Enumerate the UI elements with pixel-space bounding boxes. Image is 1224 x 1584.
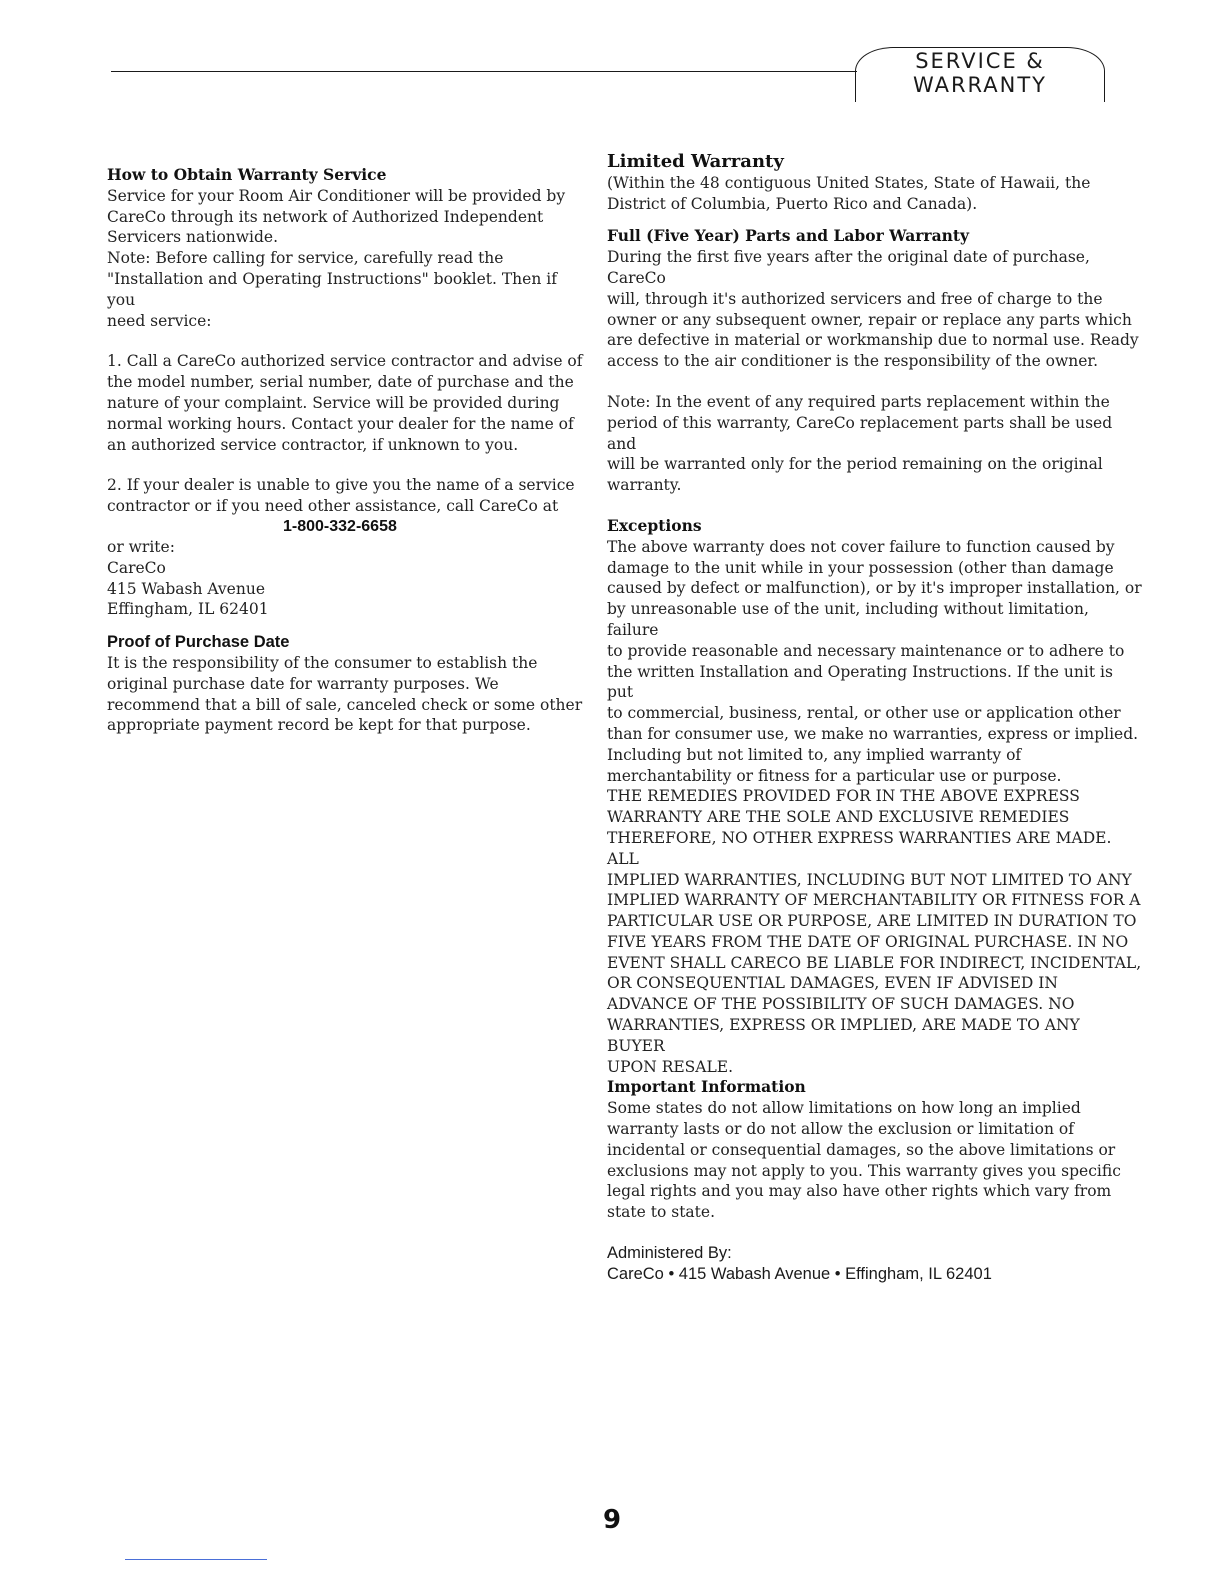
administered-by-label: Administered By: [607,1244,732,1263]
obtain-service-body: Service for your Room Air Conditioner will be provided by CareCo through its network of Authorized Independent Servicers nationwide. Note: Before calling for service, carefully read the "Installation and Operating Instructions" booklet. Then if you need service: [107,186,566,330]
important-information-body: Some states do not allow limitations on how long an implied warranty lasts or do not allow the exclusion or limitation of incidental or consequential damages, so the above limitations or exclusions may not apply to you. This warranty gives you specific legal rights and you may also have other rights which vary from state to state. [607,1099,1121,1222]
replacement-parts-note: Note: In the event of any required parts replacement within the period of this warranty, CareCo replacement parts shall be used and will be warranted only for the period remaining on the original warranty. [607,392,1113,495]
full-warranty-body: During the first five years after the original date of purchase, CareCo will, through it's authorized servicers and free of charge to the owner or any subsequent owner, repair or replace any parts which are defective in material or workmanship due to normal use. Ready access to the air conditioner is the responsibility of the owner. [607,248,1139,371]
left-column [107,165,585,736]
limited-warranty-body: (Within the 48 contiguous United States, State of Hawaii, the District of Columbia, Puerto Rico and Canada). [607,173,1091,213]
header-rule [111,71,857,72]
page-number: 9 [602,1505,622,1535]
section-tab-title-line2: WARRANTY [912,73,1048,97]
limited-warranty-heading: Limited Warranty [607,151,784,172]
mailing-address: or write: CareCo 415 Wabash Avenue Effingham, IL 62401 [107,537,269,619]
full-warranty-heading: Full (Five Year) Parts and Labor Warranty [607,226,970,246]
proof-of-purchase-heading: Proof of Purchase Date [107,633,290,652]
service-step-2: 2. If your dealer is unable to give you the name of a service contractor or if you need other assistance, call CareCo at [107,476,575,516]
obtain-service-heading: How to Obtain Warranty Service [107,165,387,184]
section-tab-title-line1: SERVICE & [915,49,1045,73]
important-information-heading: Important Information [607,1077,806,1097]
footer-link-underline [125,1559,267,1560]
exceptions-heading: Exceptions [607,515,702,535]
service-step-1: 1. Call a CareCo authorized service contractor and advise of the model number, serial number, date of purchase and the nature of your complaint. Service will be provided during normal working hours. Contact your dealer for the name of an authorized service contractor, if unknown to you. [107,352,583,454]
phone-number: 1-800-332-6658 [283,517,397,535]
right-column [607,152,1142,1285]
exceptions-body: The above warranty does not cover failure to function caused by damage to the unit while in your possession (other than damage caused by defect or malfunction), or by it's improper installation, or by unreasonable use of the unit, including without limitation, failure to provide reasonable and necessary maintenance or to adhere to the written Installation and Operating Instructions. If the unit is put to commercial, business, rental, or other use or application other than for consumer use, we make no warranties, express or implied. Including but not limited to, any implied warranty of merchantability or fitness for a particular use or purpose. THE REMEDIES PROVIDED FOR IN THE ABOVE EXPRESS WARRANTY ARE THE SOLE AND EXCLUSIVE REMEDIES THEREFORE, NO OTHER EXPRESS WARRANTIES ARE MADE. ALL IMPLIED WARRANTIES, INCLUDING BUT NOT LIMITED TO ANY IMPLIED WARRANTY OF MERCHANTABILITY OR FITNESS FOR A PARTICULAR USE OR PURPOSE, ARE LIMITED IN DURATION TO FIVE YEARS FROM THE DATE OF ORIGINAL PURCHASE. IN NO EVENT SHALL CARECO BE LIABLE FOR INDIRECT, INCIDENTAL, OR CONSEQUENTIAL DAMAGES, EVEN IF ADVISED IN ADVANCE OF THE POSSIBILITY OF SUCH DAMAGES. NO WARRANTIES, EXPRESS OR IMPLIED, ARE MADE TO ANY BUYER UPON RESALE. [607,537,1142,1076]
proof-of-purchase-body: It is the responsibility of the consumer to establish the original purchase date for warranty purposes. We recommend that a bill of sale, canceled check or some other appropriate payment record be kept for that purpose. [107,653,583,735]
administrator-address: CareCo • 415 Wabash Avenue • Effingham, IL 62401 [607,1265,992,1284]
